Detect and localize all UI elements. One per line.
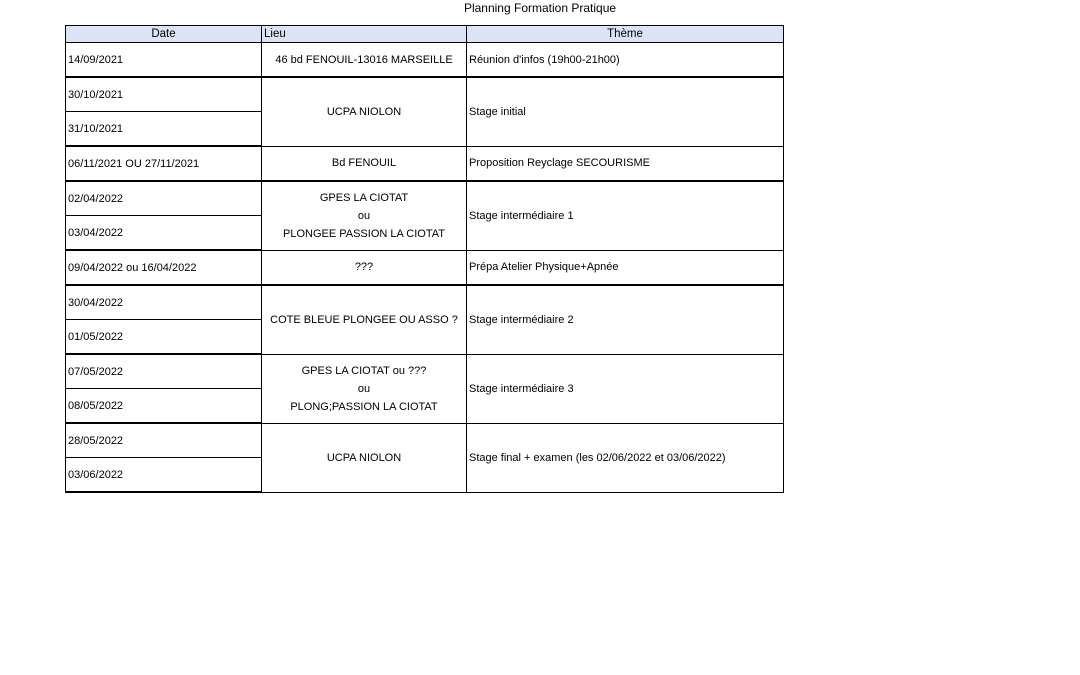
lieu-line: COTE BLEUE PLONGEE OU ASSO ?	[270, 313, 458, 326]
header-theme: Thème	[467, 26, 784, 43]
table-row	[66, 250, 784, 285]
date-cell: 30/04/2022	[66, 285, 262, 320]
table-row	[66, 423, 784, 458]
table-row	[66, 146, 784, 181]
table-row	[66, 181, 784, 216]
date-cell: 06/11/2021 OU 27/11/2021	[66, 146, 262, 181]
planning-table	[65, 25, 784, 493]
theme-cell: Réunion d'infos (19h00-21h00)	[467, 43, 784, 78]
date-cell: 08/05/2022	[66, 389, 262, 424]
theme-cell: Stage intermédiaire 1	[467, 181, 784, 250]
lieu-cell	[262, 77, 467, 146]
date-cell: 28/05/2022	[66, 423, 262, 458]
theme-cell: Proposition Reyclage SECOURISME	[467, 146, 784, 181]
header-row	[66, 26, 784, 43]
lieu-cell	[262, 43, 467, 78]
lieu-cell	[262, 354, 467, 423]
lieu-cell	[262, 146, 467, 181]
lieu-line: PLONGEE PASSION LA CIOTAT	[283, 227, 445, 240]
lieu-cell	[262, 181, 467, 250]
lieu-cell	[262, 423, 467, 492]
date-cell: 09/04/2022 ou 16/04/2022	[66, 250, 262, 285]
table-row	[66, 77, 784, 112]
date-cell: 31/10/2021	[66, 112, 262, 147]
table-row	[66, 43, 784, 78]
date-cell: 30/10/2021	[66, 77, 262, 112]
lieu-cell	[262, 250, 467, 285]
date-cell: 03/06/2022	[66, 458, 262, 493]
lieu-line: UCPA NIOLON	[326, 451, 402, 464]
lieu-line: GPES LA CIOTAT	[319, 191, 409, 204]
date-cell: 02/04/2022	[66, 181, 262, 216]
date-cell: 14/09/2021	[66, 43, 262, 78]
table-row	[66, 354, 784, 389]
lieu-line: UCPA NIOLON	[326, 105, 402, 118]
date-cell: 07/05/2022	[66, 354, 262, 389]
date-cell: 01/05/2022	[66, 320, 262, 355]
lieu-line: ou	[357, 382, 371, 395]
table-row	[66, 285, 784, 320]
theme-cell: Stage final + examen (les 02/06/2022 et 03/06/2022)	[467, 423, 784, 492]
header-date: Date	[66, 26, 262, 43]
theme-cell: Stage intermédiaire 2	[467, 285, 784, 354]
lieu-line: Bd FENOUIL	[331, 157, 397, 170]
date-cell: 03/04/2022	[66, 216, 262, 251]
lieu-cell	[262, 285, 467, 354]
theme-cell: Stage intermédiaire 3	[467, 354, 784, 423]
lieu-line: GPES LA CIOTAT ou ???	[301, 364, 427, 377]
theme-cell: Prépa Atelier Physique+Apnée	[467, 250, 784, 285]
page-title: Planning Formation Pratique	[463, 1, 617, 15]
theme-cell: Stage initial	[467, 77, 784, 146]
lieu-line: ou	[357, 209, 371, 222]
lieu-line: 46 bd FENOUIL-13016 MARSEILLE	[275, 53, 453, 66]
lieu-line: ???	[354, 261, 374, 274]
header-lieu: Lieu	[262, 26, 467, 43]
planning-body	[66, 43, 784, 493]
lieu-line: PLONG;PASSION LA CIOTAT	[290, 400, 438, 413]
